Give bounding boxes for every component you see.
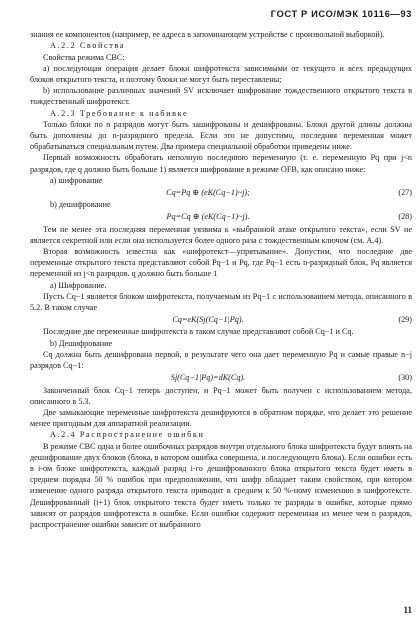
paragraph: знания ее компонентов (например, ее адреса в запоминающем устройстве с произвольной выборкой). [30,30,385,40]
paragraph: Свойства режима СВС: [43,52,125,62]
section-heading: A.2.3 Требование к набивке [50,108,189,118]
formula-number: (27) [398,188,412,198]
document-body [30,29,412,530]
formula [30,314,412,325]
page-number: 11 [403,604,412,615]
document-page [30,8,412,530]
paragraph: Тем не менее эта последняя переменная уязвима к «выбранной атаке открытого текста», если SV не является секретной или если она используется более одного раза с тождественным ключом (см. A.4). [30,224,412,245]
formula-expression: Sj(Cq−1|Pq)=dK(Cq). [170,373,246,383]
formula-number: (29) [398,315,412,325]
paragraph: а) шифрование [50,175,103,185]
paragraph: Законченный блок Cq−1 теперь доступен, и Pq−1 может быть получен с использованием метода, описанного в 5.3. [30,385,412,406]
formula-number: (30) [398,373,412,383]
document-header: ГОСТ Р ИСО/МЭК 10116—93 [270,8,412,19]
paragraph: Первый возможность обработать неполную последнюю переменную (т. е. переменную Pq при j<n разрядов, где q должно быть больше 1) является шифрование в режиме OFB, как описано ниже: [30,153,412,174]
paragraph: b) дешифрование [50,200,111,210]
formula [30,211,412,222]
section-heading: A.2.2 Свойства [50,41,125,51]
formula-expression: Cq=eK(Sj(Cq−1|Pq). [172,315,244,325]
section-heading: A.2.4 Распространение ошибки [50,430,205,440]
paragraph: Вторая возможность известна как «шифротекст—упрятывание». Допустим, что последние две переменные открытого текста представляют собой Pq−1 и Pq, где Pq−1 есть n-разрядный блок, Pq является переменной из j<n разрядов. q должно быть больше 1 [30,247,412,279]
paragraph: Только блоки по n разрядов могут быть зашифрованы и дешифрованы. Блоки другой длины должны быть дополнены до n-разрядного предела. Если это не допустимо, последняя переменная может обрабатываться специальным путем. Два примера специальной обработки приведены ниже. [30,119,412,152]
formula [30,372,412,383]
paragraph: b) Дешифрование [50,338,113,348]
formula [30,187,412,198]
paragraph: Пусть Cq−1 является блоком шифротекста, получаемым из Pq−1 с использованием метода, описанного в 5.2. В таком случае [30,291,412,313]
paragraph: В режиме СВС одна и более ошибочных разрядов внутри отдельного блока шифротекста будут влиять на дешифрование двух блоков (блока, в котором ошибка совершена, и последующего блока). Если ошибки есть в i-ом блоке шифротекста, каждый разряд i-го дешифрованного блока открытого текста будет иметь в среднем порядка 50 % ошибок при предположении, что шифр обладает таким свойством, при котором изменение одного разряда открытого текста приводит в среднем к 50 %-ному изменению в шифротексте. Дешифрованный (i+1) блок открытого текста будет иметь только те разряды в ошибке, которые прямо зависят от разрядов шифротекста в ошибке. Если ошибки содержит переменная из менее чем n разрядов, распространение ошибки зависит от выбранного [30,441,412,529]
paragraph: а) последующая операция делает блоки шифротекста зависимыми от текущего и всех предыдущих блоков открытого текста, и поэтому блоки не могут быть переставлены; [30,63,412,85]
paragraph: а) Шифрование. [50,280,107,290]
paragraph: Cq должна быть дешифрована первой, в результате чего она дает переменную Pq и самые правые n−j разрядов Cq−1: [30,349,412,371]
paragraph: Две замыкающие переменные шифротекста дешифруются в обратном порядке, что делает это решение менее пригодным для аппаратной реализации. [30,407,412,429]
formula-number: (28) [398,212,412,222]
formula-expression: Cq=Pq ⊕ (eK(Cq−1)~j); [166,188,250,198]
formula-expression: Pq=Cq ⊕ (eK(Cq−1)~j). [166,212,250,222]
paragraph: b) использование различных значений SV исключает шифрование тождественного открытого текста в тождественный шифротекст. [30,86,412,107]
paragraph: Последние две переменные шифротекста в таком случае представляют собой Cq−1 и Cq. [43,327,354,337]
